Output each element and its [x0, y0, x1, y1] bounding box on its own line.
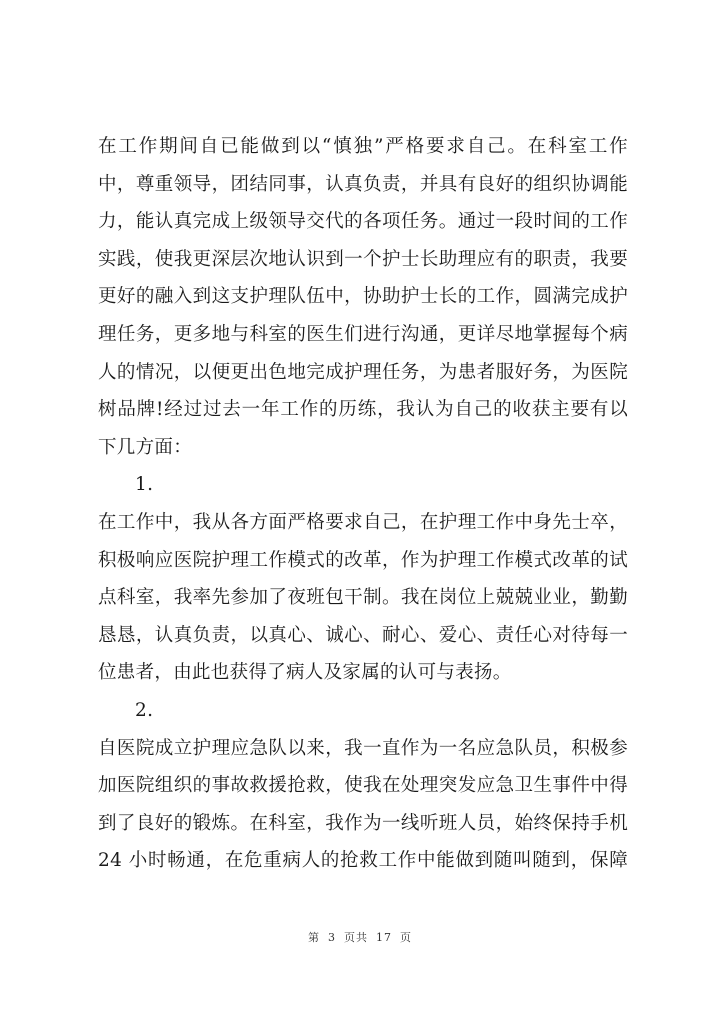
paragraph-line: 24 小时畅通，在危重病人的抢救工作中能做到随叫随到，保障 [98, 850, 628, 872]
paragraph-line: 积极响应医院护理工作模式的改革，作为护理工作模式改革的试 [98, 549, 628, 571]
paragraph-line: 到了良好的锻炼。在科室，我作为一线听班人员，始终保持手机 [98, 812, 628, 834]
document-body [98, 128, 628, 880]
paragraph-line: 恳恳，认真负责，以真心、诚心、耐心、爱心、责任心对待每一 [98, 624, 628, 646]
paragraph-line: 更好的融入到这支护理队伍中，协助护士长的工作，圆满完成护 [98, 286, 628, 308]
paragraph-line: 下几方面： [98, 436, 193, 458]
paragraph-line: 中，尊重领导，团结同事，认真负责，并具有良好的组织协调能 [98, 173, 628, 195]
paragraph-line: 自医院成立护理应急队以来，我一直作为一名应急队员，积极参 [98, 737, 628, 759]
footer-middle: 页共 [344, 931, 368, 944]
paragraph-line: 加医院组织的事故救援抢救，使我在处理突发应急卫生事件中得 [98, 775, 628, 797]
section-number: 1. [135, 474, 154, 496]
paragraph-line: 位患者，由此也获得了病人及家属的认可与表扬。 [98, 662, 512, 684]
paragraph-line: 在工作期间自已能做到以“慎独”严格要求自己。在科室工作 [98, 136, 628, 157]
paragraph-line: 理任务，更多地与科室的医生们进行沟通，更详尽地掌握每个病 [98, 323, 628, 345]
page-footer [0, 929, 720, 945]
paragraph-line: 树品牌!经过过去一年工作的历练，我认为自己的收获主要有以 [98, 399, 628, 421]
paragraph-line: 点科室，我率先参加了夜班包干制。我在岗位上兢兢业业，勤勤 [98, 587, 628, 609]
footer-suffix: 页 [400, 931, 412, 944]
paragraph-line: 在工作中，我从各方面严格要求自己，在护理工作中身先士卒， [98, 511, 628, 533]
footer-prefix: 第 [308, 931, 320, 944]
footer-page-number: 3 [328, 931, 336, 944]
footer-total-pages: 17 [376, 931, 392, 944]
section-number: 2. [135, 699, 154, 721]
paragraph-line: 实践，使我更深层次地认识到一个护士长助理应有的职责，我要 [98, 248, 628, 270]
paragraph-line: 力，能认真完成上级领导交代的各项任务。通过一段时间的工作 [98, 211, 628, 233]
paragraph-line: 人的情况，以便更出色地完成护理任务，为患者服好务，为医院 [98, 361, 628, 383]
